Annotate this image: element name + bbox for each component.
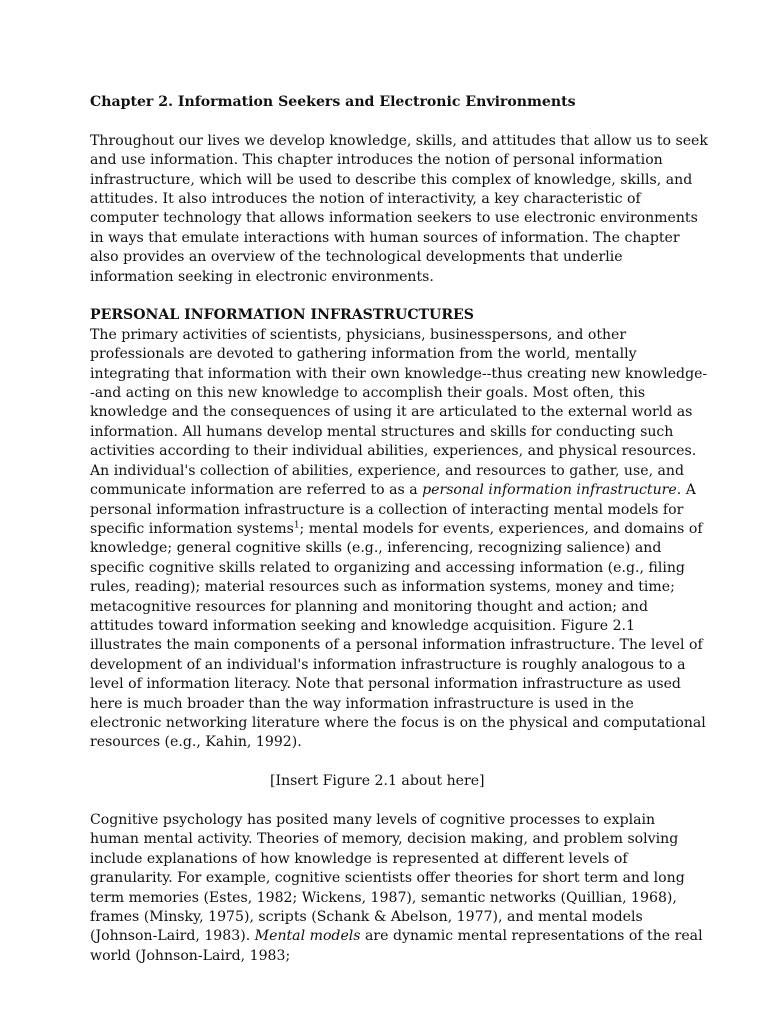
pii-text-part2: . A personal information infrastructure is a collection of interacting mental models for specific information systems	[90, 482, 696, 537]
chapter-title: Chapter 2. Information Seekers and Electronic Environments	[90, 94, 576, 110]
section-heading: PERSONAL INFORMATION INFRASTRUCTURES	[90, 307, 474, 324]
intro-paragraph: Throughout our lives we develop knowledge, skills, and attitudes that allow us to seek and use information. This chapter introduces the notion of personal information infrastructure, which will be used to describe this complex of knowledge, skills, and attitudes. It also introduces the notion of interactivity, a key characteristic of computer technology that allows information seekers to use electronic environments in ways that emulate interactions with human sources of information. The chapter also provides an overview of the technological developments that underlie information seeking in electronic environments.	[90, 132, 708, 285]
pii-text-part3: ; mental models for events, experiences, and domains of knowledge; general cognitive skills (e.g., inferencing, recognizing salience) and specific cognitive skills related to organizing and accessing information (e.g., filing rules, reading); material resources such as information systems, money and time; metacognitive resources for planning and monitoring thought and action; and attitudes toward information seeking and knowledge acquisition. Figure 2.1 illustrates the main components of a personal information infrastructure. The level of development of an individual's information infrastructure is roughly analogous to a level of information literacy. Note that personal information infrastructure as used here is much broader than the way information infrastructure is used in the electronic networking literature where the focus is on the physical and computational resources (e.g., Kahin, 1992).	[90, 520, 706, 751]
pii-term: personal information infrastructure	[422, 482, 677, 499]
cognitive-paragraph	[90, 811, 708, 966]
pii-text-part1: The primary activities of scientists, physicians, businesspersons, and other professionals are devoted to gathering information from the world, mentally integrating that information with their own knowledge--thus creating new knowledge--and acting on this new knowledge to accomplish their goals. Most often, this knowledge and the consequences of using it are articulated to the external world as information. All humans develop mental structures and skills for conducting such activities according to their individual abilities, experiences, and physical resources. An individual's collection of abilities, experience, and resources to gather, use, and communicate information are referred to as a	[90, 326, 708, 499]
footnote-mark: 1	[293, 520, 300, 531]
cog-term: Mental models	[254, 928, 361, 945]
cog-text-part1: Cognitive psychology has posited many levels of cognitive processes to explain human mental activity. Theories of memory, decision making, and problem solving include explanations of how knowledge is represented at different levels of granularity. For example, cognitive scientists offer theories for short term and long term memories (Estes, 1982; Wickens, 1987), semantic networks (Quillian, 1968), frames (Minsky, 1975), scripts (Schank & Abelson, 1977), and mental models (Johnson-Laird, 1983).	[90, 811, 685, 945]
pii-paragraph	[90, 326, 708, 753]
figure-placeholder-note: [Insert Figure 2.1 about here]	[270, 773, 485, 790]
cog-text-part2: are dynamic mental representations of the real world (Johnson-Laird, 1983;	[90, 928, 703, 964]
